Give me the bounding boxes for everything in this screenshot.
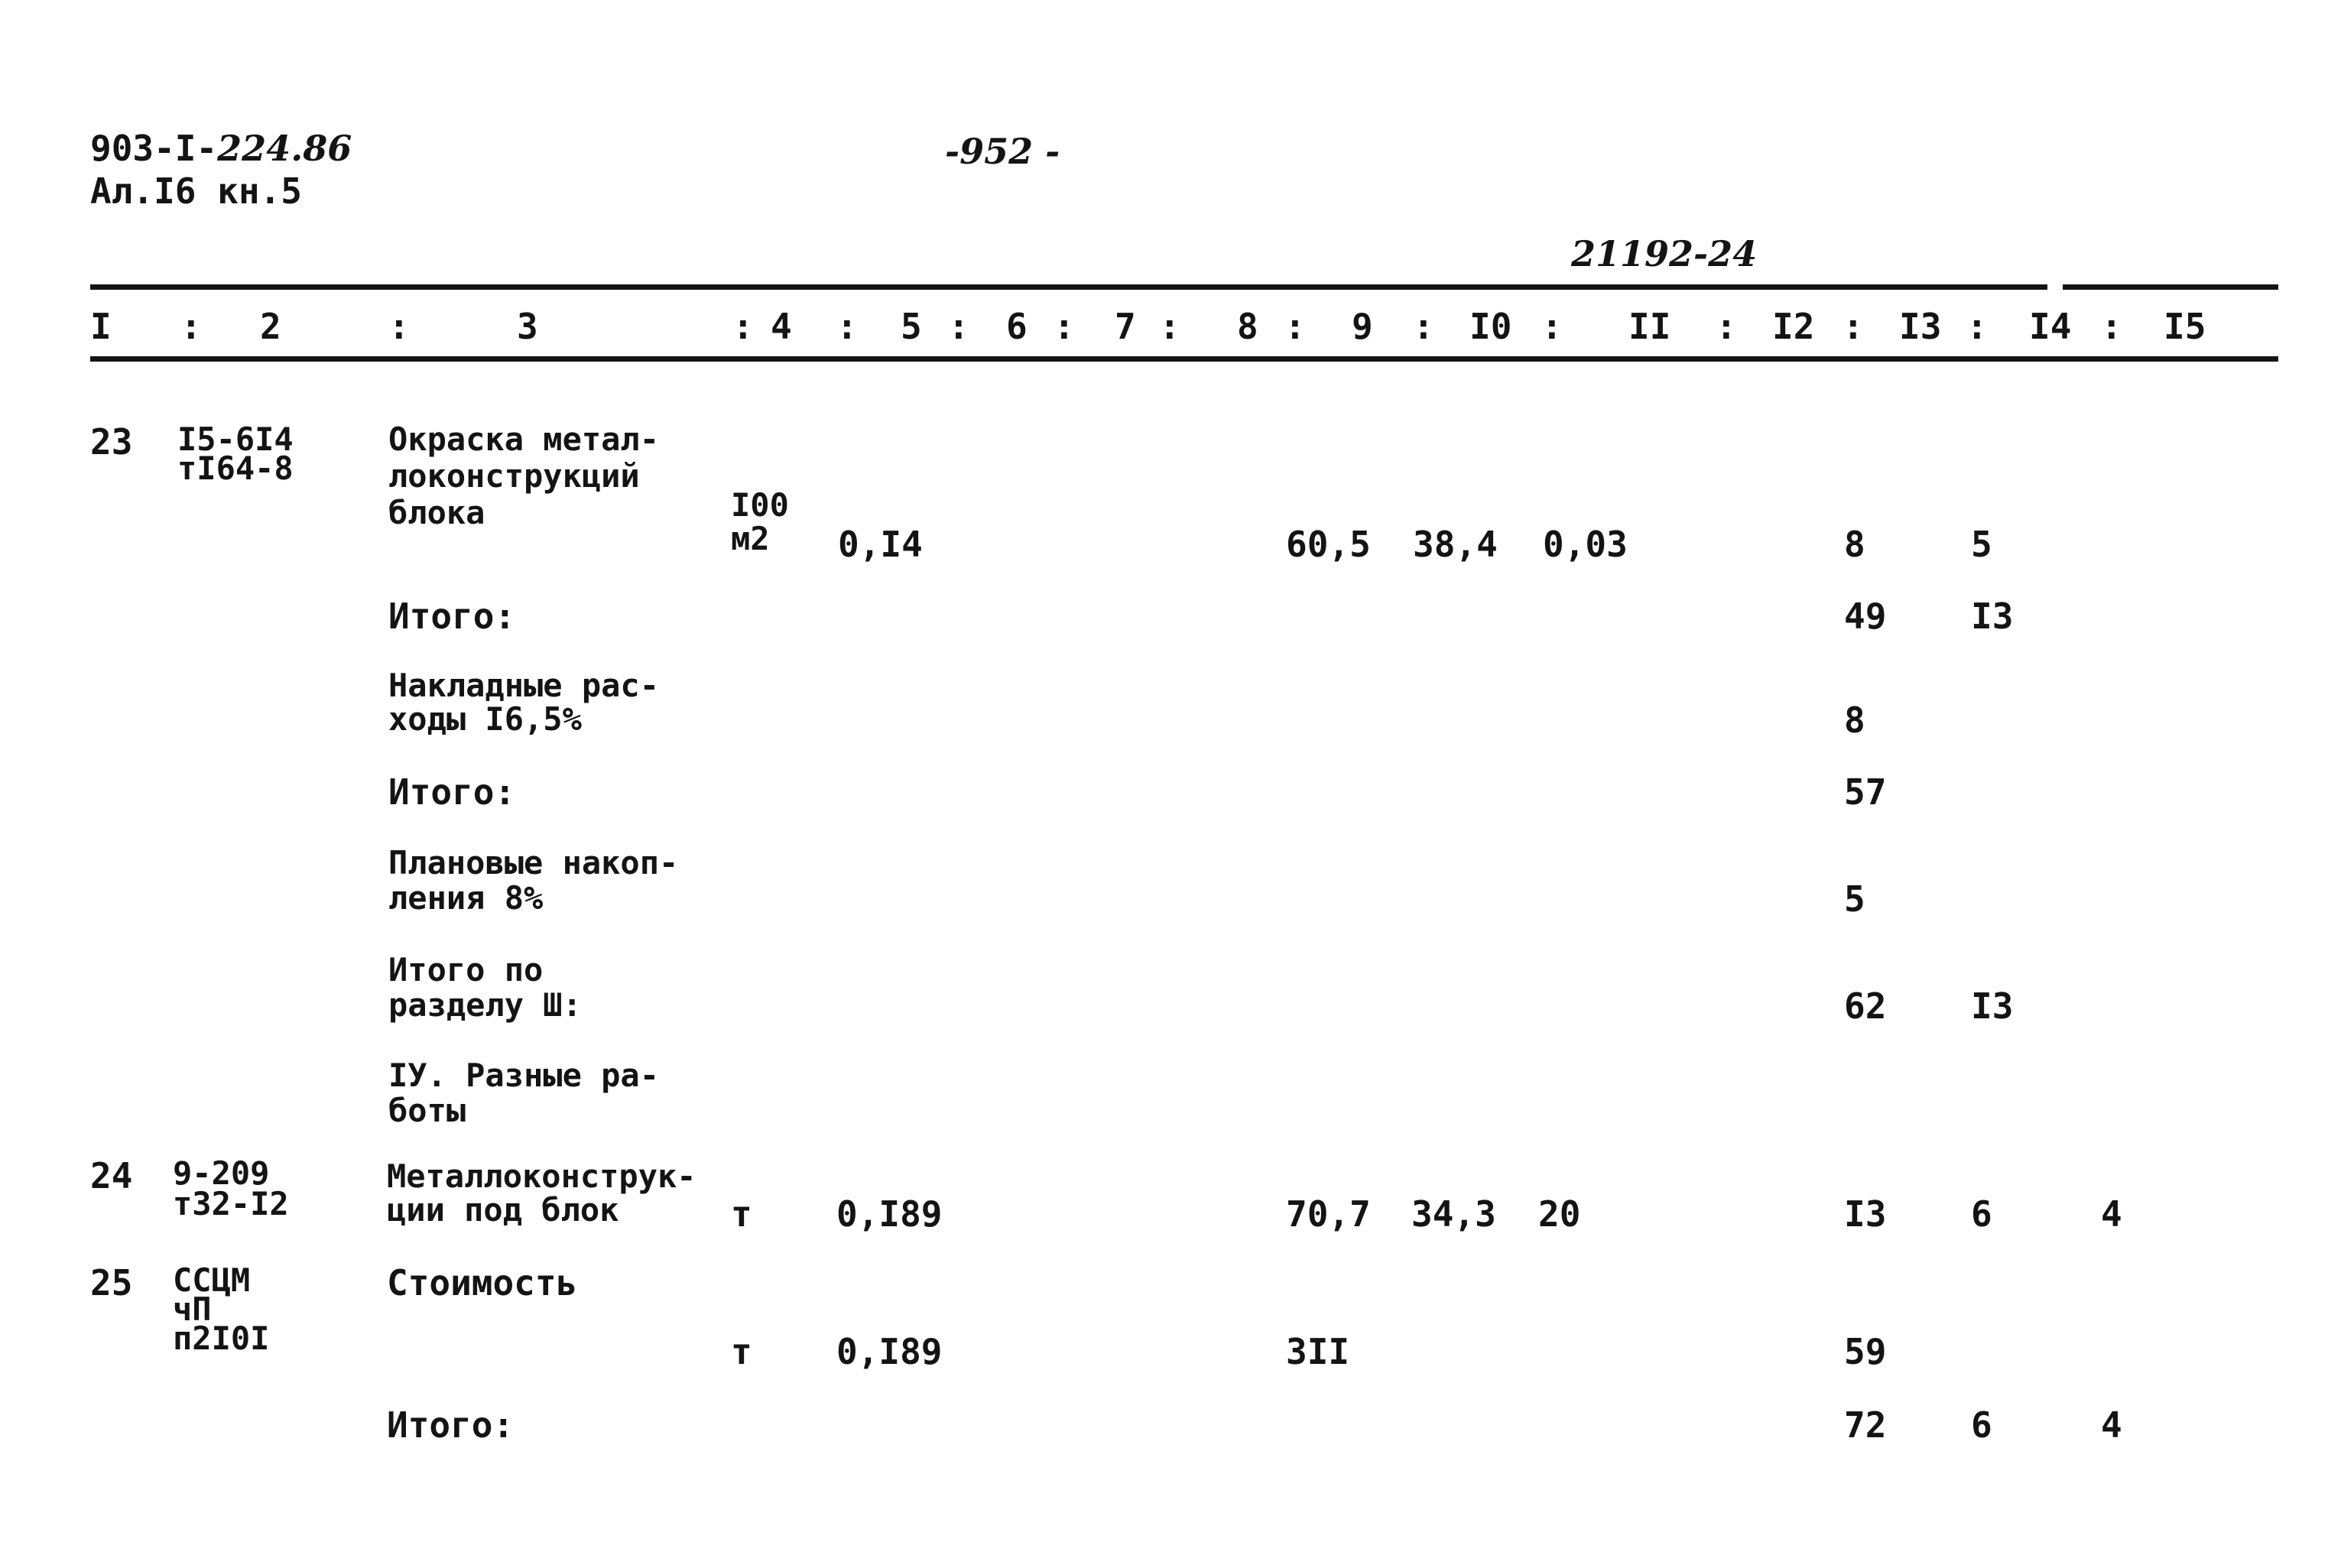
col-sep: :	[836, 306, 858, 347]
col-sep: :	[1159, 306, 1180, 347]
col-sep: :	[180, 306, 202, 347]
price-code-line1: 9-209	[173, 1154, 270, 1192]
col12-value: 62	[1844, 985, 1887, 1027]
col-header-2: 2	[260, 306, 281, 347]
overhead-label-line2: ходы I6,5%	[388, 700, 582, 738]
unit: т	[731, 1331, 752, 1372]
col-sep: :	[732, 306, 754, 347]
col8-value: 60,5	[1286, 524, 1371, 565]
col-header-10: I0	[1469, 306, 1512, 347]
col12-value: 8	[1844, 700, 1865, 741]
col-header-14: I4	[2029, 306, 2072, 347]
page-number: -952 -	[945, 131, 1060, 172]
col12-value: 72	[1844, 1404, 1887, 1446]
price-code-line1: ССЦМ	[173, 1261, 251, 1299]
unit-line1: I00	[731, 486, 789, 524]
col12-value: 49	[1844, 596, 1887, 637]
col10-value: 20	[1538, 1193, 1581, 1235]
col-header-7: 7	[1115, 306, 1136, 347]
col-header-1: I	[90, 306, 112, 347]
section-total-label-line2: разделу Ш:	[388, 986, 582, 1024]
price-code-line2: чП	[173, 1290, 212, 1328]
col8-value: 3II	[1286, 1331, 1350, 1372]
work-name-line3: блока	[388, 494, 485, 531]
work-name-line1: Металлоконструк-	[387, 1157, 696, 1195]
col13-value: 5	[1971, 524, 1992, 565]
col8-value: 70,7	[1286, 1193, 1371, 1235]
row-number: 24	[90, 1155, 133, 1196]
col-header-9: 9	[1352, 306, 1373, 347]
subtotal-label: Итого:	[387, 1404, 515, 1446]
sheet-code: 21192-24	[1571, 233, 1758, 274]
price-code-line2: т32-I2	[173, 1185, 289, 1222]
col-header-5: 5	[901, 306, 922, 347]
col12-value: 59	[1844, 1331, 1887, 1372]
col-header-3: 3	[517, 306, 538, 347]
col-header-15: I5	[2164, 306, 2206, 347]
price-code-line1: I5-6I4	[177, 420, 294, 458]
col-sep: :	[2101, 306, 2122, 347]
col-header-6: 6	[1006, 306, 1028, 347]
col9-value: 34,3	[1411, 1193, 1496, 1235]
col12-value: 57	[1844, 771, 1887, 813]
col-header-13: I3	[1899, 306, 1942, 347]
col10-value: 0,03	[1543, 524, 1628, 565]
overhead-label-line1: Накладные рас-	[388, 667, 660, 704]
col-header-11: II	[1628, 306, 1671, 347]
col13-value: 6	[1971, 1404, 1992, 1446]
subtotal-label: Итого:	[388, 596, 516, 637]
col12-value: 8	[1844, 524, 1865, 565]
section-heading-line2: боты	[388, 1092, 466, 1129]
price-code-line3: п2I0I	[173, 1320, 270, 1357]
col12-value: 5	[1844, 878, 1865, 920]
work-name-line1: Окраска метал-	[388, 420, 660, 458]
col12-value: I3	[1844, 1193, 1887, 1235]
subtotal-label: Итого:	[388, 771, 516, 813]
document-code	[90, 128, 352, 169]
row-number: 25	[90, 1262, 133, 1303]
row-number: 23	[90, 421, 133, 463]
col14-value: 4	[2101, 1404, 2122, 1446]
top-rule-right	[2063, 284, 2278, 290]
price-code-line2: тI64-8	[177, 450, 294, 487]
col-sep: :	[1413, 306, 1434, 347]
unit: т	[731, 1193, 752, 1235]
planned-label-line2: ления 8%	[388, 879, 544, 917]
work-name: Стоимость	[387, 1262, 578, 1303]
work-name-line2: ции под блок	[387, 1191, 619, 1229]
planned-label-line1: Плановые накоп-	[388, 844, 679, 881]
album-label: Ал.I6 кн.5	[90, 170, 302, 212]
work-name-line2: локонструкций	[388, 457, 640, 495]
col-sep: :	[1284, 306, 1306, 347]
col13-value: I3	[1971, 596, 2014, 637]
col-sep: :	[1054, 306, 1075, 347]
section-total-label-line1: Итого по	[388, 951, 544, 989]
unit-line2: м2	[731, 520, 770, 557]
quantity: 0,I89	[836, 1331, 943, 1372]
col9-value: 38,4	[1413, 524, 1498, 565]
section-heading-line1: IУ. Разные ра-	[388, 1057, 660, 1094]
col-sep: :	[1541, 306, 1563, 347]
col-sep: :	[1966, 306, 1988, 347]
quantity: 0,I89	[836, 1193, 943, 1235]
col-header-4: 4	[771, 306, 792, 347]
col-header-8: 8	[1237, 306, 1258, 347]
col-sep: :	[1843, 306, 1864, 347]
col-sep: :	[948, 306, 969, 347]
col-sep: :	[1716, 306, 1737, 347]
col13-value: I3	[1971, 985, 2014, 1027]
document-code-prefix: 903-I-	[90, 128, 218, 169]
col-header-12: I2	[1772, 306, 1815, 347]
col13-value: 6	[1971, 1193, 1992, 1235]
document-code-suffix: 224.86	[217, 128, 352, 169]
top-rule-left	[90, 284, 2047, 290]
col14-value: 4	[2101, 1193, 2122, 1235]
header-bottom-rule	[90, 356, 2278, 362]
col-sep: :	[388, 306, 410, 347]
quantity: 0,I4	[838, 524, 923, 565]
